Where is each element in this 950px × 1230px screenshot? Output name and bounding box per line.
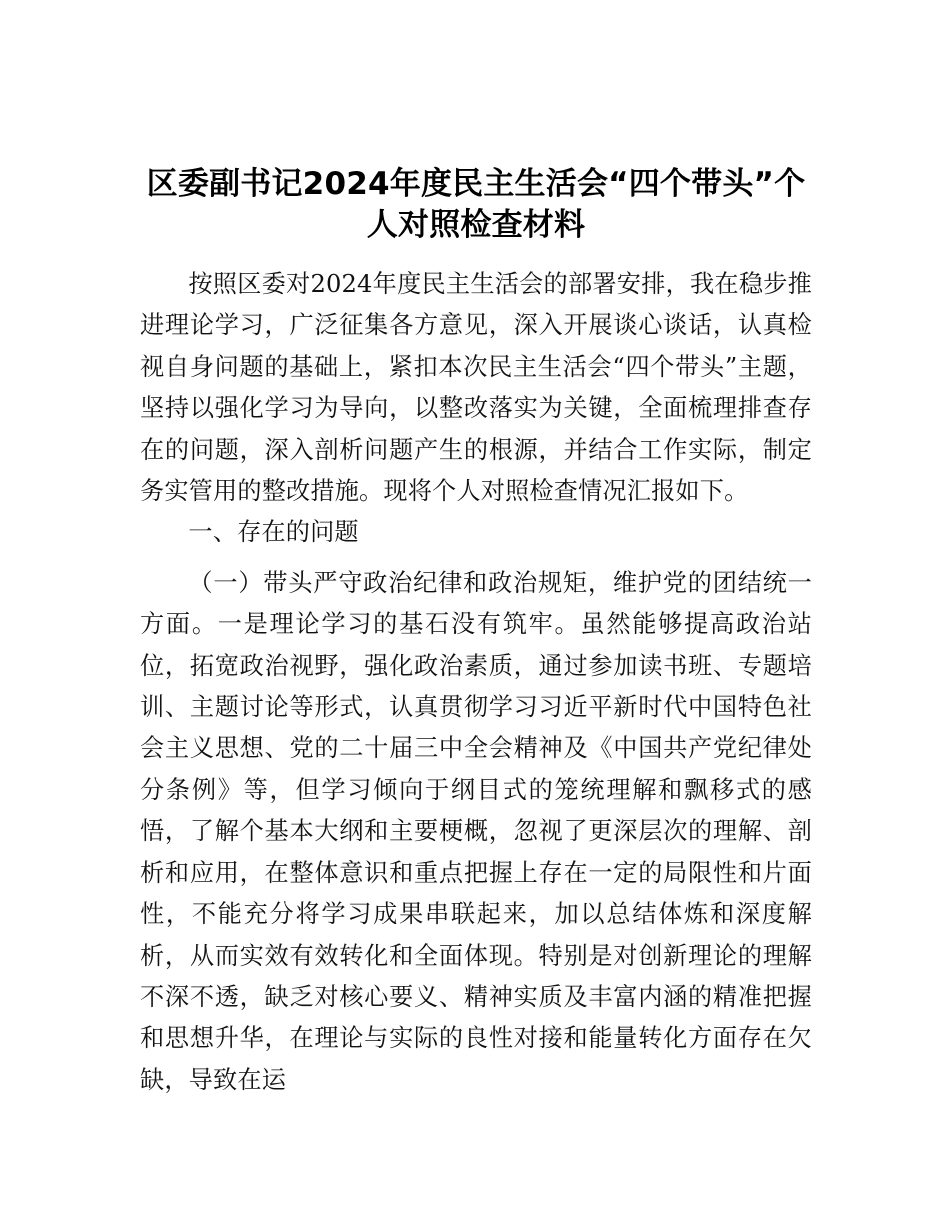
paragraph-intro: 按照区委对2024年度民主生活会的部署安排，我在稳步推进理论学习，广泛征集各方意见，深入开展谈心谈话，认真检视自身问题的基础上，紧扣本次民主生活会“四个带头”主题，坚持以强化学习为导向，以整改落实为关键，全面梳理排查存在的问题，深入剖析问题产生的根源，并结合工作实际，制定务实管用的整改措施。现将个人对照检查情况汇报如下。 — [140, 270, 812, 506]
paragraph-subsection-1-1: （一）带头严守政治纪律和政治规矩，维护党的团结统一方面。一是理论学习的基石没有筑牢。虽然能够提高政治站位，拓宽政治视野，强化政治素质，通过参加读书班、专题培训、主题讨论等形式，认真贯彻学习习近平新时代中国特色社会主义思想、党的二十届三中全会精神及《中国共产党纪律处分条例》等，但学习倾向于纲目式的笼统理解和飘移式的感悟，了解个基本大纲和主要梗概，忽视了更深层次的理解、剖析和应用，在整体意识和重点把握上存在一定的局限性和片面性，不能充分将学习成果串联起来，加以总结体炼和深度解析，从而实效有效转化和全面体现。特别是对创新理论的理解不深不透，缺乏对核心要义、精神实质及丰富内涵的精准把握和思想升华，在理论与实际的良性对接和能量转化方面存在欠缺，导致在运 — [140, 568, 812, 1094]
document-body — [140, 264, 812, 1101]
page-title-line-1: 区委副书记2024年度民主生活会“四个带头” — [146, 166, 775, 202]
section-heading-existing-problems: 一、存在的问题 — [188, 518, 359, 547]
page-title-line-2: 个人对照检查材料 — [366, 166, 806, 243]
page-title — [140, 0, 812, 246]
document-content — [140, 0, 812, 1101]
